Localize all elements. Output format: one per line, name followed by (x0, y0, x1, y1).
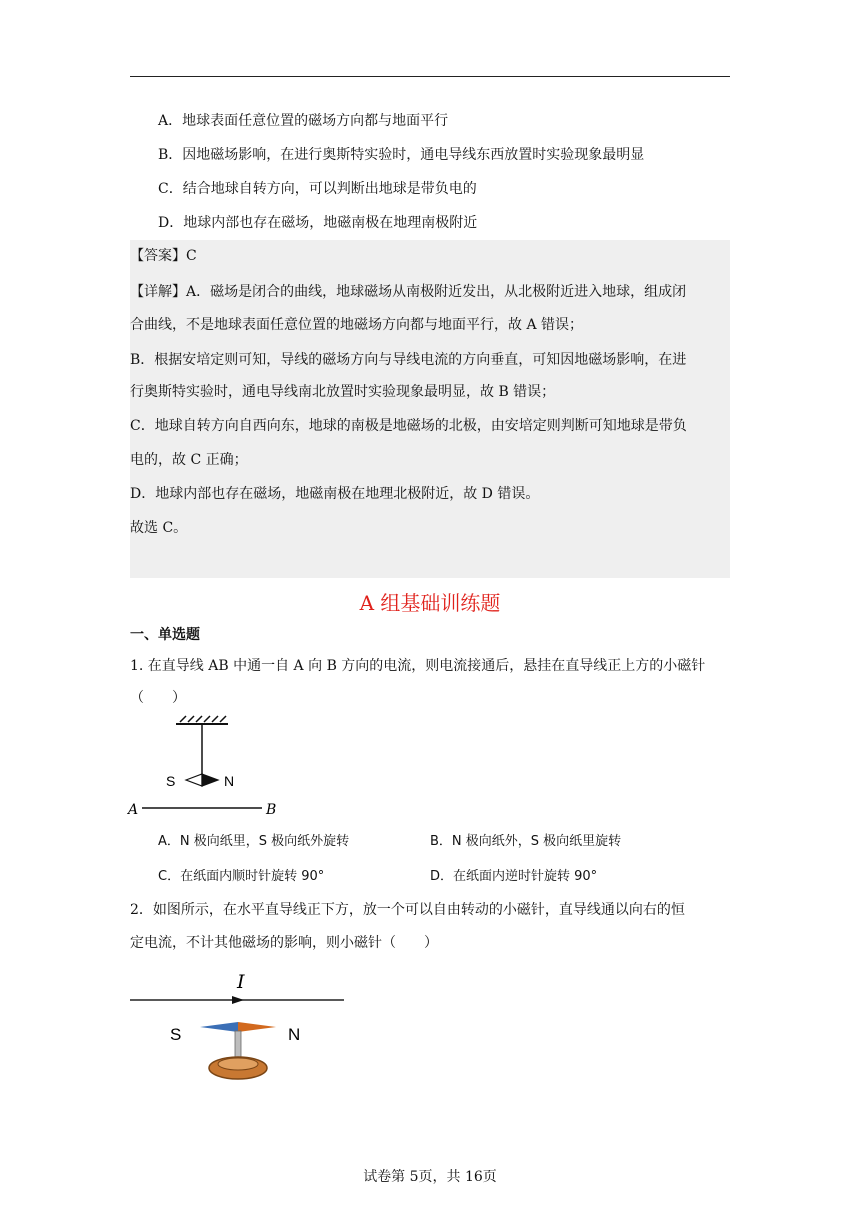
current-arrow-icon (232, 996, 244, 1004)
question-1-paren: （ ） (130, 690, 186, 706)
question-2-text-cont: 定电流，不计其他磁场的影响，则小磁针（ ） (130, 935, 438, 951)
question-1-option-b: B．N 极向纸外，S 极向纸里旋转 (430, 834, 622, 849)
detail-line: 电的，故 C 正确； (130, 452, 248, 468)
compass-needle (186, 774, 218, 786)
label-a: A (128, 802, 139, 818)
compass-needle (200, 1022, 276, 1032)
label-current-i: I (237, 971, 245, 993)
prev-option-d: D．地球内部也存在磁场，地磁南极在地理南极附近 (158, 215, 478, 231)
label-n: N (224, 773, 235, 789)
page-footer: 试卷第 5页，共 16页 (363, 1169, 497, 1185)
label-n: N (288, 1025, 301, 1044)
question-2-text: 2．如图所示，在水平直导线正下方，放一个可以自由转动的小磁针，直导线通以向右的恒 (130, 902, 685, 918)
question-1-option-d: D．在纸面内逆时针旋转 90° (430, 869, 598, 884)
detail-line: C．地球自转方向自西向东，地球的南极是地磁场的北极，由安培定则判断可知地球是带负 (130, 418, 687, 434)
section-title: A 组基础训练题 (359, 591, 501, 615)
subsection-heading: 一、单选题 (130, 627, 200, 643)
label-s: S (170, 1025, 182, 1044)
prev-option-c: C．结合地球自转方向，可以判断出地球是带负电的 (158, 181, 477, 197)
detail-line: D．地球内部也存在磁场，地磁南极在地理北极附近，故 D 错误。 (130, 486, 540, 502)
prev-option-b: B．因地磁场影响，在进行奥斯特实验时，通电导线东西放置时实验现象最明显 (158, 147, 645, 163)
detail-line: 【详解】A．磁场是闭合的曲线，地球磁场从南极附近发出，从北极附近进入地球，组成闭 (130, 284, 687, 300)
detail-line: B．根据安培定则可知，导线的磁场方向与导线电流的方向垂直，可知因地磁场影响，在进 (130, 352, 687, 368)
label-s: S (166, 773, 176, 789)
ceiling-mount (176, 716, 228, 724)
detail-line: 合曲线，不是地球表面任意位置的地磁场方向都与地面平行，故 A 错误； (130, 317, 584, 333)
header-rule (130, 76, 730, 77)
answer-label: 【答案】C (130, 248, 197, 264)
compass-base-top (218, 1058, 258, 1070)
figure-2-compass-under-wire (128, 968, 350, 1084)
figure-1-compass-over-wire (126, 714, 296, 822)
question-1-text: 1. 在直导线 AB 中通一自 A 向 B 方向的电流，则电流接通后，悬挂在直导线正上方的小磁针 (130, 658, 706, 674)
detail-line: 行奥斯特实验时，通电导线南北放置时实验现象最明显，故 B 错误； (130, 384, 556, 400)
prev-option-a: A．地球表面任意位置的磁场方向都与地面平行 (158, 113, 449, 129)
question-1-option-c: C．在纸面内顺时针旋转 90° (158, 869, 325, 884)
detail-line: 故选 C。 (130, 520, 188, 536)
label-b: B (266, 802, 277, 818)
question-1-option-a: A．N 极向纸里，S 极向纸外旋转 (158, 834, 350, 849)
